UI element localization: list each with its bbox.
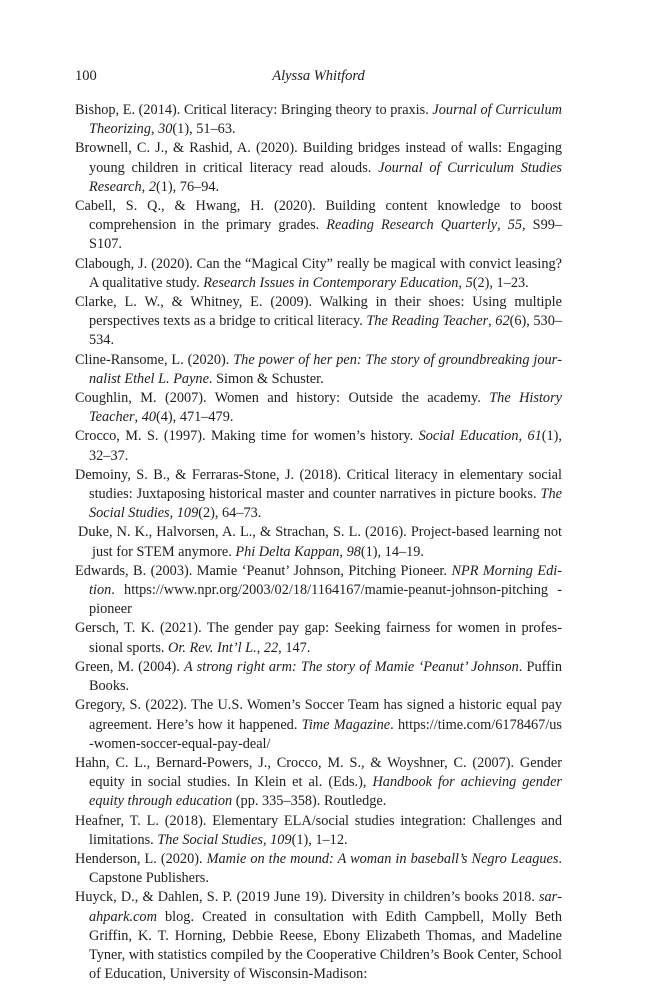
reference-italic-text: Or. Rev. Int’l L.	[168, 639, 257, 656]
reference-entry	[75, 812, 562, 850]
reference-entry	[75, 619, 562, 657]
page-number: 100	[75, 68, 97, 84]
reference-text: Henderson, L. (2020).	[75, 850, 207, 867]
reference-italic-text: 109	[270, 831, 292, 848]
reference-italic-text: 109	[176, 505, 199, 522]
reference-text: ,	[262, 831, 271, 848]
reference-italic-text: Mamie on the mound: A woman in baseball’s Negro Leagues	[206, 850, 559, 867]
reference-text: Cabell, S. Q., & Hwang, H. (2020). Building content knowledge to boost comprehension in the primary grades.	[75, 198, 562, 234]
reference-entry	[75, 562, 562, 620]
reference-text: Huyck, D., & Dahlen, S. P. (2019 June 19). Diversity in children’s books 2018.	[75, 889, 539, 906]
reference-text: Demoiny, S. B., & Ferraras-Stone, J. (2018). Critical literacy in elementary social studies: Juxtaposing historical master and counter narratives in picture books.	[75, 466, 562, 503]
reference-text: ,	[339, 543, 347, 560]
reference-entry	[75, 197, 562, 255]
reference-entry	[75, 696, 562, 754]
reference-text: ,	[141, 178, 149, 195]
reference-italic-text: A strong right arm: The story of Mamie ‘Peanut’ Johnson	[184, 658, 519, 675]
reference-text: Gersch, T. K. (2021). The gender pay gap: Seeking fairness for women in professional sports.	[75, 620, 562, 656]
page-header	[75, 68, 562, 88]
reference-entry	[75, 850, 562, 888]
reference-text: Gregory, S. (2022). The U.S. Women’s Soccer Team has signed a historic equal pay agreement. Here’s how it happened.	[75, 697, 562, 733]
reference-text: . https://time.com/6178467/us -women-soccer-equal-pay-deal/	[89, 716, 562, 752]
reference-italic-text: 40	[141, 409, 156, 426]
reference-text: Clarke, L. W., & Whitney, E. (2009). Walking in their shoes: Using multiple perspectives texts as a bridge to critical literacy.	[75, 294, 562, 330]
reference-italic-text: The Social Studies	[157, 831, 263, 848]
reference-text: ,	[150, 121, 159, 138]
reference-text: Edwards, B. (2003). Mamie ‘Peanut’ Johnson, Pitching Pioneer.	[75, 562, 452, 579]
reference-italic-text: 55	[507, 217, 522, 234]
reference-text: Crocco, M. S. (1997). Making time for women’s history.	[75, 428, 419, 445]
reference-text: ,	[488, 313, 496, 330]
reference-text: . Puffin Books.	[89, 658, 562, 695]
reference-entry	[75, 139, 562, 197]
reference-text: (4), 471–479.	[156, 409, 234, 426]
reference-text: (1), 1–12.	[291, 831, 348, 848]
reference-italic-text: The power of her pen: The story of groundbreaking journalist Ethel L. Payne	[89, 351, 562, 387]
reference-italic-text: 61	[527, 428, 542, 445]
reference-italic-text: NPR Morning Edition	[89, 562, 562, 599]
reference-italic-text: 98	[346, 543, 361, 560]
reference-text: . Capstone Publishers.	[89, 850, 562, 887]
reference-text: (pp. 335–358). Routledge.	[232, 793, 387, 810]
reference-text: Heafner, T. L. (2018). Elementary ELA/social studies integration: Challenges and limitations.	[75, 812, 562, 848]
reference-text: Cline-Ransome, L. (2020).	[75, 351, 234, 368]
reference-text: , S99–S107.	[89, 217, 563, 253]
reference-italic-text: Time Magazine	[301, 716, 391, 733]
reference-italic-text: 30	[158, 121, 173, 138]
reference-italic-text: Phi Delta Kappan	[235, 543, 340, 560]
reference-entry	[75, 427, 562, 465]
reference-italic-text: 2	[148, 178, 156, 195]
reference-italic-text: Journal of Curriculum Theorizing	[89, 102, 562, 138]
reference-list	[75, 101, 562, 984]
reference-italic-text: Research Issues in Contemporary Education	[203, 274, 459, 291]
reference-text: (1), 51–63.	[172, 121, 236, 138]
reference-italic-text: 22	[263, 639, 279, 656]
reference-entry	[75, 888, 562, 984]
reference-text: (2), 64–73.	[198, 505, 262, 522]
reference-text: (1), 76–94.	[155, 178, 220, 195]
reference-text: ,	[134, 409, 142, 426]
reference-entry	[75, 101, 562, 139]
reference-entry	[75, 389, 562, 427]
running-head-author: Alyssa Whitford	[272, 68, 365, 84]
reference-text: Duke, N. K., Halvorsen, A. L., & Strachan, S. L. (2016). Project-based learning not just for STEM anymore.	[78, 524, 562, 560]
reference-entry	[75, 255, 562, 293]
reference-text: (1), 14–19.	[360, 543, 424, 560]
reference-text: . https://www.npr.org/2003/02/18/1164167/mamie-peanut-johnson-pitching -pioneer	[89, 582, 562, 618]
reference-text: Brownell, C. J., & Rashid, A. (2020). Building bridges instead of walls: Engaging young children in critical literacy read alouds.	[75, 140, 562, 176]
reference-italic-text: Reading Research Quarterly	[326, 217, 498, 234]
reference-text: , 147.	[278, 639, 311, 656]
reference-text: ,	[458, 274, 466, 291]
reference-text: Green, M. (2004).	[75, 658, 185, 675]
reference-text: Bishop, E. (2014). Critical literacy: Bringing theory to praxis.	[75, 102, 433, 118]
reference-text: (1), 32–37.	[89, 428, 562, 464]
reference-entry	[75, 523, 562, 561]
reference-text: ,	[169, 505, 177, 522]
reference-entry	[75, 466, 562, 524]
reference-italic-text: The Reading Teacher	[366, 313, 489, 330]
reference-entry	[75, 754, 562, 812]
reference-italic-text: Social Education	[418, 428, 519, 445]
reference-text: . Simon & Schuster.	[208, 370, 324, 387]
reference-italic-text: sarahpark.com	[89, 889, 562, 925]
reference-entry	[75, 658, 562, 696]
reference-text: ,	[256, 639, 264, 656]
reference-text: ,	[518, 428, 528, 445]
reference-text: blog. Created in consultation with Edith Campbell, Molly Beth Griffin, K. T. Horning, Debbie Reese, Ebony Elizabeth Thomas, and Madeline Tyner, with statistics compiled by the Cooperative Children’s Book Center, School of Education, University of Wisconsin-Madison:	[89, 908, 562, 983]
reference-text: Hahn, C. L., Bernard-Powers, J., Crocco, M. S., & Woyshner, C. (2007). Gender equity in social studies. In Klein et al. (Eds.),	[75, 754, 562, 791]
reference-italic-text: The Social Studies	[89, 486, 562, 522]
reference-text: ,	[497, 217, 508, 234]
reference-entry	[75, 293, 562, 351]
reference-italic-text: Journal of Curriculum Studies Research	[89, 159, 562, 195]
reference-text: Coughlin, M. (2007). Women and history: Outside the academy.	[75, 390, 490, 407]
reference-text: (2), 1–23.	[472, 274, 529, 291]
reference-text: Clabough, J. (2020). Can the “Magical City” really be magical with convict leasing? A qualitative study.	[75, 255, 562, 291]
reference-italic-text: Handbook for achieving gender equity through education	[89, 774, 562, 810]
reference-italic-text: The History Teacher	[89, 390, 562, 426]
reference-italic-text: 5	[465, 274, 473, 291]
reference-italic-text: 62	[495, 313, 510, 330]
reference-text: (6), 530–534.	[89, 313, 563, 349]
reference-entry	[75, 351, 562, 389]
